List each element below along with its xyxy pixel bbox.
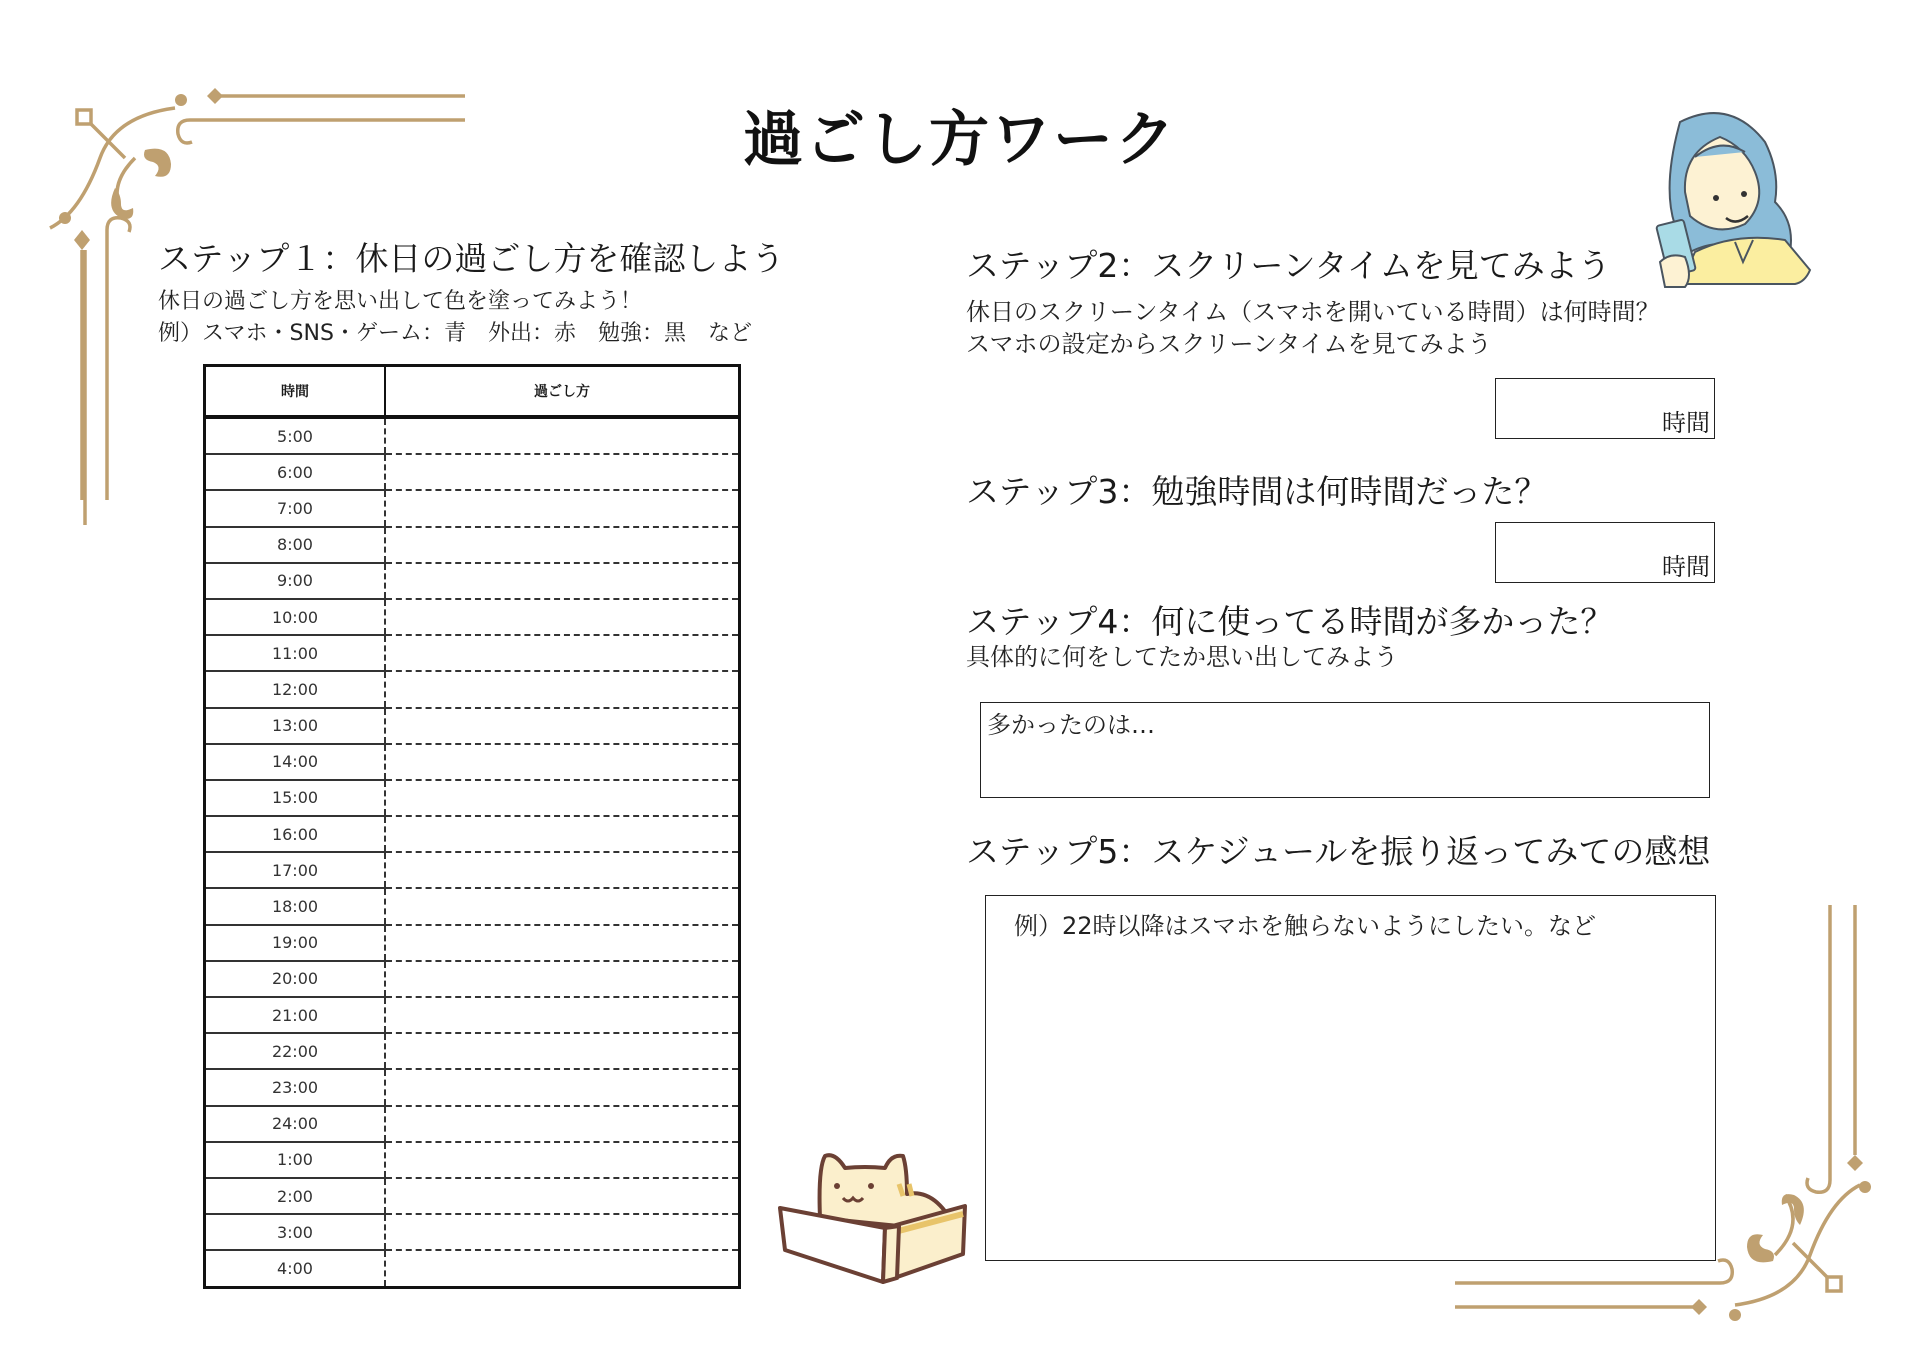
- schedule-row: [205, 780, 740, 816]
- time-cell: 9:00: [205, 563, 386, 599]
- schedule-row: [205, 816, 740, 852]
- schedule-row: [205, 1106, 740, 1142]
- activity-cell[interactable]: [385, 1069, 740, 1105]
- schedule-row: [205, 1033, 740, 1069]
- schedule-row: [205, 1069, 740, 1105]
- activity-cell[interactable]: [385, 1250, 740, 1287]
- screen-time-unit: 時間: [1662, 409, 1710, 437]
- schedule-row: [205, 888, 740, 924]
- header-time: 時間: [205, 366, 386, 418]
- step1-heading: ステップ１：休日の過ごし方を確認しよう: [158, 239, 785, 278]
- schedule-row: [205, 925, 740, 961]
- step3-heading: ステップ3：勉強時間は何時間だった？: [966, 472, 1548, 511]
- most-used-answer-field[interactable]: [980, 702, 1710, 798]
- schedule-row: [205, 708, 740, 744]
- most-used-placeholder: 多かったのは…: [987, 711, 1155, 739]
- schedule-row: [205, 671, 740, 707]
- schedule-header-row: [205, 366, 740, 418]
- reflection-answer-field[interactable]: [985, 895, 1716, 1261]
- cat-in-box-icon: [775, 1148, 975, 1288]
- schedule-row: [205, 744, 740, 780]
- time-cell: 3:00: [205, 1214, 386, 1250]
- study-time-answer-field[interactable]: [1495, 522, 1715, 583]
- schedule-row: [205, 852, 740, 888]
- time-cell: 17:00: [205, 852, 386, 888]
- schedule-row: [205, 961, 740, 997]
- time-cell: 4:00: [205, 1250, 386, 1287]
- activity-cell[interactable]: [385, 1178, 740, 1214]
- activity-cell[interactable]: [385, 671, 740, 707]
- schedule-row: [205, 527, 740, 563]
- time-cell: 20:00: [205, 961, 386, 997]
- activity-cell[interactable]: [385, 454, 740, 490]
- header-activity: 過ごし方: [385, 366, 740, 418]
- activity-cell[interactable]: [385, 527, 740, 563]
- activity-cell[interactable]: [385, 417, 740, 454]
- schedule-row: [205, 635, 740, 671]
- activity-cell[interactable]: [385, 888, 740, 924]
- schedule-row: [205, 599, 740, 635]
- schedule-row: [205, 563, 740, 599]
- activity-cell[interactable]: [385, 816, 740, 852]
- time-cell: 14:00: [205, 744, 386, 780]
- step5-heading: ステップ5：スケジュールを振り返ってみての感想: [966, 832, 1711, 871]
- schedule-row: [205, 1214, 740, 1250]
- schedule-row: [205, 490, 740, 526]
- screen-time-answer-field[interactable]: [1495, 378, 1715, 439]
- time-cell: 1:00: [205, 1142, 386, 1178]
- time-cell: 21:00: [205, 997, 386, 1033]
- activity-cell[interactable]: [385, 1033, 740, 1069]
- time-cell: 13:00: [205, 708, 386, 744]
- activity-cell[interactable]: [385, 852, 740, 888]
- step2-heading: ステップ2：スクリーンタイムを見てみよう: [966, 246, 1611, 285]
- time-cell: 11:00: [205, 635, 386, 671]
- step1-example: 例）スマホ・SNS・ゲーム：青 外出：赤 勉強：黒 など: [158, 321, 752, 346]
- time-cell: 16:00: [205, 816, 386, 852]
- schedule-row: [205, 997, 740, 1033]
- activity-cell[interactable]: [385, 780, 740, 816]
- time-cell: 10:00: [205, 599, 386, 635]
- schedule-row: [205, 1178, 740, 1214]
- activity-cell[interactable]: [385, 1214, 740, 1250]
- activity-cell[interactable]: [385, 925, 740, 961]
- schedule-row: [205, 417, 740, 454]
- time-cell: 18:00: [205, 888, 386, 924]
- time-cell: 7:00: [205, 490, 386, 526]
- page-title: 過ごし方ワーク: [743, 105, 1177, 175]
- time-cell: 8:00: [205, 527, 386, 563]
- schedule-row: [205, 1142, 740, 1178]
- step1-instruction: 休日の過ごし方を思い出して色を塗ってみよう！: [158, 289, 643, 314]
- step4-heading: ステップ4：何に使ってる時間が多かった？: [966, 602, 1614, 641]
- step2-line2: スマホの設定からスクリーンタイムを見てみよう: [966, 330, 1492, 358]
- time-cell: 12:00: [205, 671, 386, 707]
- schedule-row: [205, 454, 740, 490]
- time-cell: 19:00: [205, 925, 386, 961]
- time-cell: 24:00: [205, 1106, 386, 1142]
- activity-cell[interactable]: [385, 708, 740, 744]
- schedule-row: [205, 1250, 740, 1287]
- time-cell: 6:00: [205, 454, 386, 490]
- time-cell: 23:00: [205, 1069, 386, 1105]
- schedule-table: [203, 364, 741, 1289]
- study-time-unit: 時間: [1662, 553, 1710, 581]
- activity-cell[interactable]: [385, 744, 740, 780]
- activity-cell[interactable]: [385, 635, 740, 671]
- activity-cell[interactable]: [385, 1106, 740, 1142]
- reflection-placeholder: 例）22時以降はスマホを触らないようにしたい。など: [1014, 912, 1597, 940]
- activity-cell[interactable]: [385, 563, 740, 599]
- time-cell: 2:00: [205, 1178, 386, 1214]
- time-cell: 5:00: [205, 417, 386, 454]
- activity-cell[interactable]: [385, 997, 740, 1033]
- activity-cell[interactable]: [385, 1142, 740, 1178]
- activity-cell[interactable]: [385, 961, 740, 997]
- time-cell: 22:00: [205, 1033, 386, 1069]
- time-cell: 15:00: [205, 780, 386, 816]
- step2-line1: 休日のスクリーンタイム（スマホを開いている時間）は何時間？: [966, 298, 1660, 326]
- activity-cell[interactable]: [385, 599, 740, 635]
- step4-line1: 具体的に何をしてたか思い出してみよう: [966, 643, 1398, 671]
- girl-with-smartphone-icon: [1640, 112, 1820, 292]
- activity-cell[interactable]: [385, 490, 740, 526]
